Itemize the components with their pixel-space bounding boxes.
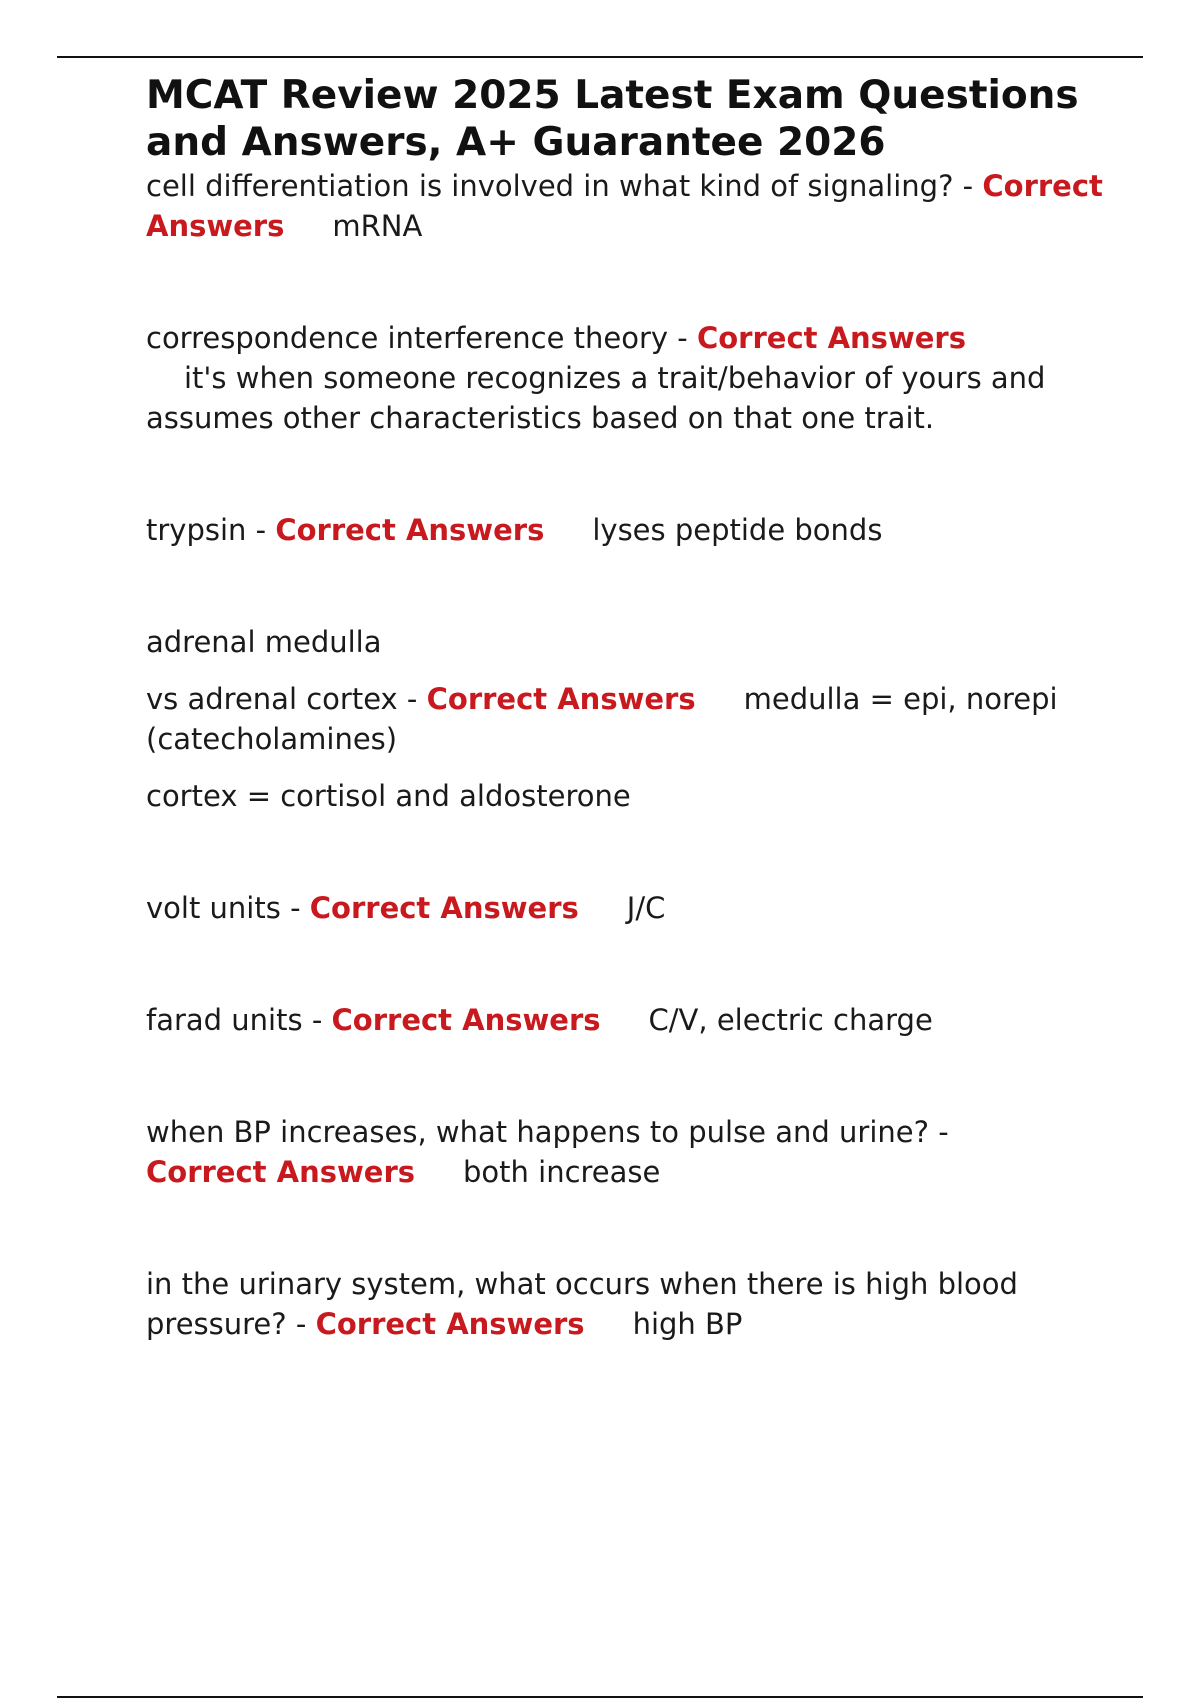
question-text: vs adrenal cortex [146,682,398,716]
separator: - [280,891,310,925]
qa-entry [146,1264,1106,1344]
correct-answers-label: Correct Answers [275,513,545,547]
answer-text: mRNA [332,209,423,243]
top-rule [57,56,1143,58]
question-text: when BP increases, what happens to pulse and urine? [146,1115,929,1149]
document-body [146,72,1106,1344]
answer-text: C/V, electric charge [648,1003,933,1037]
question-text: correspondence interference theory [146,321,669,355]
separator: - [397,682,427,716]
qa-entry [146,318,1106,438]
qa-text [146,510,1106,550]
qa-entry [146,888,1106,928]
document-title: MCAT Review 2025 Latest Exam Questions and Answers, A+ Guarantee 2026 [146,73,1079,165]
qa-entry [146,1112,1106,1192]
qa-entry [146,622,1106,816]
question-text: volt units [146,891,281,925]
answer-text: both increase [463,1155,661,1189]
correct-answers-label: Correct Answers [146,1155,416,1189]
correct-answers-label: Correct Answers [696,321,966,355]
separator: - [953,169,983,203]
question-text: adrenal medulla [146,625,382,659]
qa-entry [146,166,1106,246]
question-text: in the urinary system, what occurs when there is high blood pressure? [146,1267,1018,1341]
separator: - [302,1003,332,1037]
separator: - [286,1307,316,1341]
correct-answers-label: Correct Answers [331,1003,601,1037]
qa-text [146,888,1106,928]
qa-text [146,166,1106,246]
qa-text [146,1264,1106,1344]
question-text: cell differentiation is involved in what kind of signaling? [146,169,954,203]
answer-text: high BP [632,1307,743,1341]
correct-answers-label: Correct Answers [315,1307,585,1341]
question-text: farad units [146,1003,303,1037]
qa-text [146,318,1106,438]
qa-text [146,1112,1106,1192]
answer-text: medulla = epi, norepi (catecholamines) [146,682,1058,756]
qa-text [146,1000,1106,1040]
separator: - [668,321,697,355]
correct-answers-label: Correct Answers [426,682,696,716]
correct-answers-label: Correct Answers [309,891,579,925]
question-text: trypsin [146,513,247,547]
correct-answers-label: Correct Answers [146,169,1103,243]
bottom-rule [57,1696,1143,1698]
qa-text [146,679,1106,759]
answer-text: cortex = cortisol and aldosterone [146,779,631,813]
qa-entry [146,510,1106,550]
qa-entry [146,1000,1106,1040]
separator: - [246,513,276,547]
answer-text: lyses peptide bonds [592,513,883,547]
answer-text: it's when someone recognizes a trait/behavior of yours and assumes other characteristics based on that one trait. [146,361,1046,435]
separator: - [929,1115,949,1149]
answer-text: J/C [626,891,666,925]
